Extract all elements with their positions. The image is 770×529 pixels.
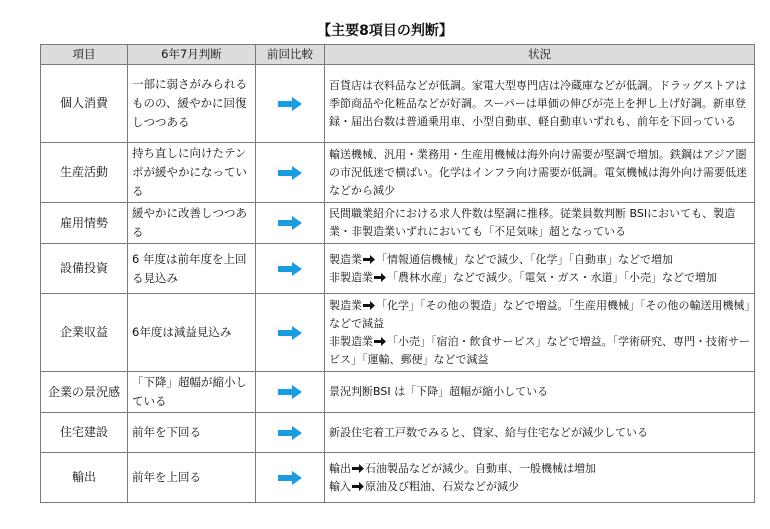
right-arrow-icon	[278, 166, 302, 180]
judgment-table	[40, 44, 755, 503]
row-comparison	[256, 453, 325, 503]
inline-arrow-icon	[352, 464, 364, 473]
status-detail: 原油及び粗油、石炭などが減少	[365, 479, 519, 493]
row-comparison	[256, 143, 325, 203]
status-line	[329, 478, 750, 496]
header-comparison: 前回比較	[256, 45, 325, 65]
row-item: 輸出	[41, 453, 128, 503]
status-detail: 石油製品などが減少。自動車、一般機械は増加	[365, 461, 596, 475]
row-comparison	[256, 65, 325, 143]
status-detail: 「化学」「その他の製造」などで増益。「生産用機械」「その他の輸送用機械」などで減益	[329, 298, 750, 330]
row-judgment: 一部に弱さがみられるものの、緩やかに回復しつつある	[128, 65, 256, 143]
status-line: 百貨店は衣料品などが低調。家電大型専門店は冷蔵庫などが低調。ドラッグストアは季節商品や化粧品などが好調。スーパーは単価の伸びが売上を押し上げ好調。新車登録・届出台数は普通乗用車、小型自動車、軽自動車いずれも、前年を下回っている	[329, 78, 747, 128]
table-row	[41, 372, 755, 413]
inline-arrow-icon	[374, 337, 386, 346]
row-judgment: 「下降」超幅が縮小している	[128, 372, 256, 413]
status-category: 非製造業	[329, 334, 373, 348]
inline-arrow-icon	[352, 482, 364, 491]
right-arrow-icon	[278, 216, 302, 230]
row-judgment: 6 年度は前年度を上回る見込み	[128, 244, 256, 294]
status-line: 新設住宅着工戸数でみると、貸家、給与住宅などが減少している	[329, 425, 648, 439]
right-arrow-icon	[278, 471, 302, 485]
row-judgment: 前年を下回る	[128, 413, 256, 453]
row-judgment: 緩やかに改善しつつある	[128, 203, 256, 244]
status-category: 輸出	[329, 461, 351, 475]
row-status	[325, 143, 755, 203]
inline-arrow-icon	[374, 273, 386, 282]
row-status	[325, 294, 755, 372]
status-line	[329, 460, 750, 478]
row-item: 生産活動	[41, 143, 128, 203]
row-status	[325, 203, 755, 244]
row-comparison	[256, 294, 325, 372]
row-status	[325, 372, 755, 413]
right-arrow-icon	[278, 326, 302, 340]
header-judgment: 6年7月判断	[128, 45, 256, 65]
status-line	[329, 333, 750, 369]
status-line	[329, 251, 750, 269]
table-row	[41, 143, 755, 203]
row-judgment: 6年度は減益見込み	[128, 294, 256, 372]
header-item: 項目	[41, 45, 128, 65]
table-row	[41, 203, 755, 244]
header-row	[41, 45, 755, 65]
row-item: 雇用情勢	[41, 203, 128, 244]
status-line	[329, 269, 750, 287]
table-row	[41, 453, 755, 503]
inline-arrow-icon	[363, 255, 375, 264]
row-item: 企業の景況感	[41, 372, 128, 413]
status-category: 非製造業	[329, 270, 373, 284]
row-comparison	[256, 203, 325, 244]
row-item: 企業収益	[41, 294, 128, 372]
header-status: 状況	[325, 45, 755, 65]
row-comparison	[256, 372, 325, 413]
right-arrow-icon	[278, 262, 302, 276]
right-arrow-icon	[278, 385, 302, 399]
status-line: 民間職業紹介における求人件数は堅調に推移。従業員数判断 BSIにおいても、製造業・非製造業いずれにおいても「不足気味」超となっている	[329, 207, 736, 238]
row-comparison	[256, 244, 325, 294]
row-status	[325, 453, 755, 503]
row-judgment: 持ち直しに向けたテンポが緩やかになっている	[128, 143, 256, 203]
status-category: 製造業	[329, 298, 362, 312]
row-comparison	[256, 413, 325, 453]
status-line	[329, 297, 750, 333]
status-category: 輸入	[329, 479, 351, 493]
status-detail: 「小売」「宿泊・飲食サービス」などで増益。「学術研究、専門・技術サービス」「運輸、郵便」などで減益	[329, 334, 750, 366]
right-arrow-icon	[278, 97, 302, 111]
status-detail: 「農林水産」などで減少。「電気・ガス・水道」「小売」などで増加	[387, 270, 717, 284]
status-line: 輸送機械、汎用・業務用・生産用機械は海外向け需要が堅調で増加。鉄鋼はアジア圏の市況低迷で横ばい。化学はインフラ向け需要が低調。電気機械は海外向け需要低迷などから減少	[329, 147, 747, 197]
row-item: 個人消費	[41, 65, 128, 143]
row-status	[325, 65, 755, 143]
table-row	[41, 244, 755, 294]
row-status	[325, 413, 755, 453]
table-row	[41, 294, 755, 372]
inline-arrow-icon	[363, 301, 375, 310]
page-title: 【主要8項目の判断】	[317, 23, 453, 39]
row-judgment: 前年を上回る	[128, 453, 256, 503]
row-status	[325, 244, 755, 294]
row-item: 住宅建設	[41, 413, 128, 453]
table-row	[41, 413, 755, 453]
table-row	[41, 65, 755, 143]
right-arrow-icon	[278, 426, 302, 440]
status-detail: 「情報通信機械」などで減少、「化学」「自動車」などで増加	[376, 252, 673, 266]
status-line: 景況判断BSI は「下降」超幅が縮小している	[329, 385, 549, 398]
status-category: 製造業	[329, 252, 362, 266]
row-item: 設備投資	[41, 244, 128, 294]
